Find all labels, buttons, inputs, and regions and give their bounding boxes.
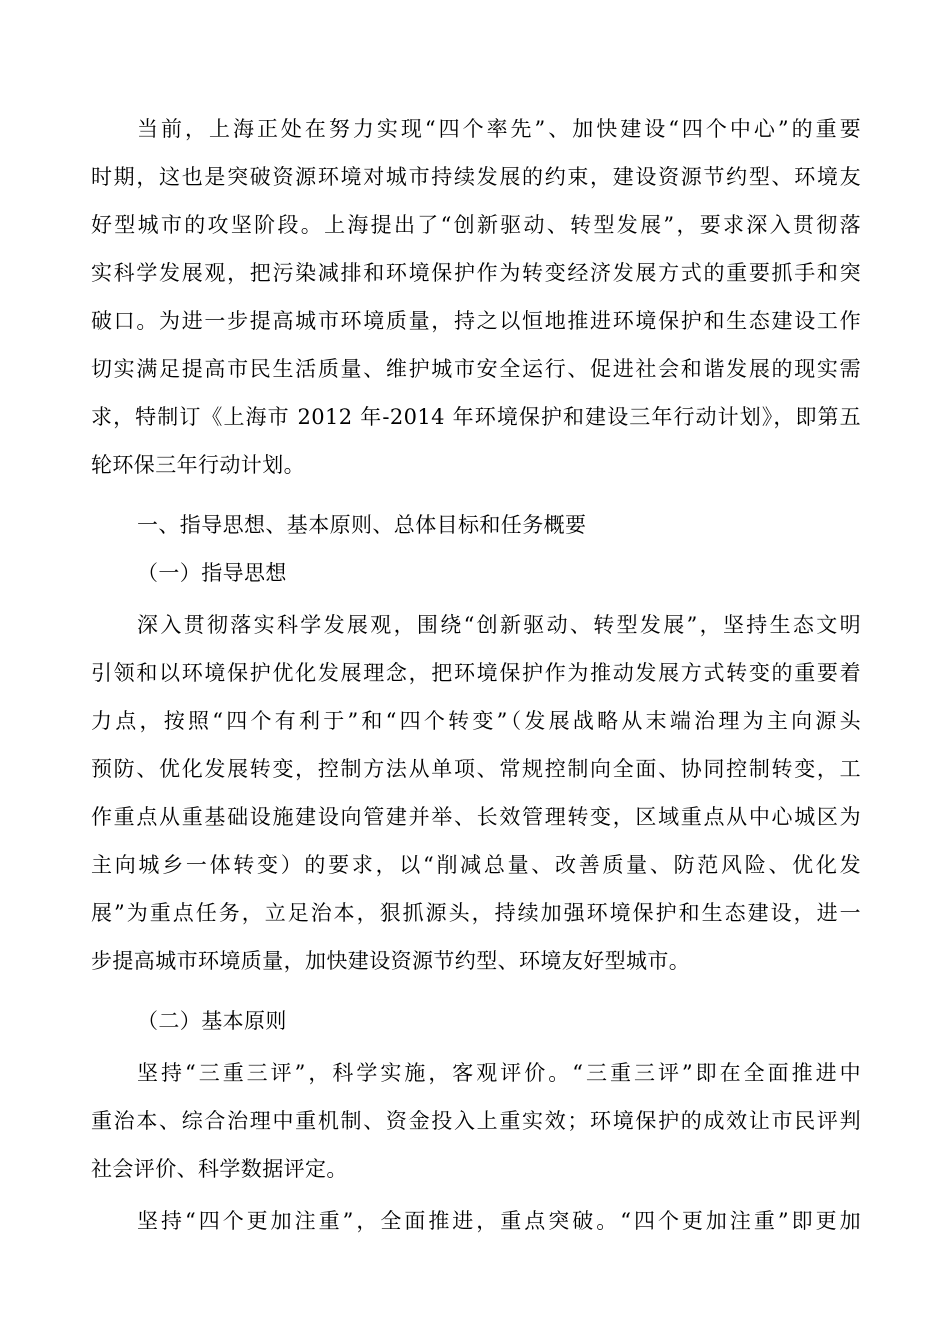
paragraph-1-line-6: 切实满足提高市民生活质量、维护城市安全运行、促进社会和谐发展的现实需 [91, 357, 861, 381]
paragraph-4-line-1: 坚持“四个更加注重”，全面推进，重点突破。“四个更加注重”即更加 [137, 1209, 861, 1233]
section-heading: 一、指导思想、基本原则、总体目标和任务概要 [137, 513, 587, 537]
subheading-basic-principles: （二）基本原则 [137, 1009, 287, 1033]
paragraph-1-line-5: 破口。为进一步提高城市环境质量，持之以恒地推进环境保护和生态建设工作 [91, 309, 861, 333]
paragraph-2-line-8: 步提高城市环境质量，加快建设资源节约型、环境友好型城市。 [91, 949, 691, 973]
subheading-guiding-thought: （一）指导思想 [137, 561, 287, 585]
paragraph-2-line-4: 预防、优化发展转变，控制方法从单项、常规控制向全面、协同控制转变，工 [91, 757, 861, 781]
paragraph-2-line-1: 深入贯彻落实科学发展观，围绕“创新驱动、转型发展”，坚持生态文明 [137, 613, 861, 637]
paragraph-3-line-2: 重治本、综合治理中重机制、资金投入上重实效；环境保护的成效让市民评判 [91, 1109, 861, 1133]
paragraph-3-line-3: 社会评价、科学数据评定。 [91, 1157, 348, 1181]
paragraph-1-line-1: 当前，上海正处在努力实现“四个率先”、加快建设“四个中心”的重要 [137, 117, 861, 141]
paragraph-2-line-6: 主向城乡一体转变）的要求，以“削减总量、改善质量、防范风险、优化发 [91, 853, 861, 877]
paragraph-1-line-7: 求，特制订《上海市 2012 年-2014 年环境保护和建设三年行动计划》，即第五 [91, 405, 861, 429]
paragraph-2-line-7: 展”为重点任务，立足治本，狠抓源头，持续加强环境保护和生态建设，进一 [91, 901, 861, 925]
paragraph-1-line-2: 时期，这也是突破资源环境对城市持续发展的约束，建设资源节约型、环境友 [91, 165, 861, 189]
paragraph-1-line-3: 好型城市的攻坚阶段。上海提出了“创新驱动、转型发展”，要求深入贯彻落 [91, 213, 861, 237]
paragraph-1-line-4: 实科学发展观，把污染减排和环境保护作为转变经济发展方式的重要抓手和突 [91, 261, 861, 285]
paragraph-2-line-2: 引领和以环境保护优化发展理念，把环境保护作为推动发展方式转变的重要着 [91, 661, 861, 685]
paragraph-2-line-3: 力点，按照“四个有利于”和“四个转变”（发展战略从末端治理为主向源头 [91, 709, 861, 733]
paragraph-3-line-1: 坚持“三重三评”，科学实施，客观评价。“三重三评”即在全面推进中 [137, 1061, 861, 1085]
paragraph-2-line-5: 作重点从重基础设施建设向管建并举、长效管理转变，区域重点从中心城区为 [91, 805, 861, 829]
paragraph-1-line-8: 轮环保三年行动计划。 [91, 453, 305, 477]
